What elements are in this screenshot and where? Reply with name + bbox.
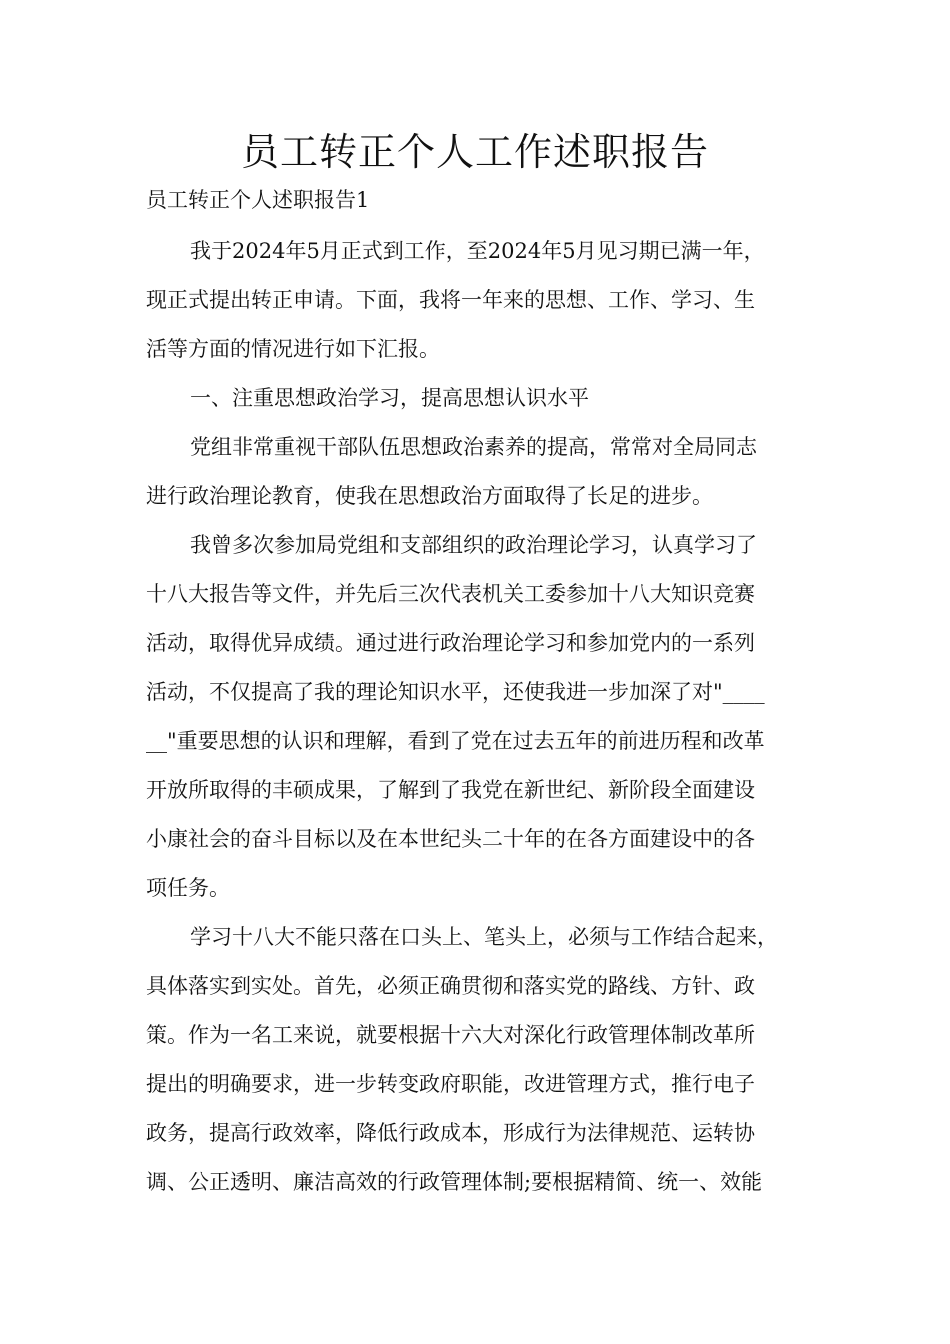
paragraph-line: 提出的明确要求，进一步转变政府职能，改进管理方式，推行电子 <box>146 1072 755 1096</box>
document-title: 员工转正个人工作述职报告 <box>240 130 709 174</box>
paragraph-line: 十八大报告等文件，并先后三次代表机关工委参加十八大知识竞赛 <box>146 582 755 606</box>
paragraph-line: __"重要思想的认识和理解，看到了党在过去五年的前进历程和改革 <box>146 729 765 753</box>
section-heading: 一、注重思想政治学习，提高思想认识水平 <box>190 386 589 410</box>
document-body <box>146 228 836 1208</box>
paragraph-line: 活等方面的情况进行如下汇报。 <box>146 337 440 361</box>
paragraph-line: 策。作为一名工来说，就要根据十六大对深化行政管理体制改革所 <box>146 1023 755 1047</box>
paragraph-line: 政务，提高行政效率，降低行政成本，形成行为法律规范、运转协 <box>146 1121 755 1145</box>
paragraph-line: 现正式提出转正申请。下面，我将一年来的思想、工作、学习、生 <box>146 288 755 312</box>
paragraph-line: 活动，不仅提高了我的理论知识水平，还使我进一步加深了对"____ <box>146 680 765 704</box>
paragraph-line: 我于2024年5月正式到工作，至2024年5月见习期已满一年， <box>190 239 765 263</box>
paragraph-line: 调、公正透明、廉洁高效的行政管理体制;要根据精简、统一、效能 <box>146 1170 763 1194</box>
paragraph-line: 党组非常重视干部队伍思想政治素养的提高，常常对全局同志 <box>190 435 757 459</box>
paragraph-line: 开放所取得的丰硕成果，了解到了我党在新世纪、新阶段全面建设 <box>146 778 755 802</box>
paragraph-line: 活动，取得优异成绩。通过进行政治理论学习和参加党内的一系列 <box>146 631 755 655</box>
document-subtitle: 员工转正个人述职报告1 <box>146 188 370 212</box>
paragraph-line: 我曾多次参加局党组和支部组织的政治理论学习，认真学习了 <box>190 533 757 557</box>
paragraph-line: 学习十八大不能只落在口头上、笔头上，必须与工作结合起来， <box>190 925 778 949</box>
paragraph-line: 具体落实到实处。首先，必须正确贯彻和落实党的路线、方针、政 <box>146 974 755 998</box>
paragraph-line: 项任务。 <box>146 876 230 900</box>
paragraph-line: 进行政治理论教育，使我在思想政治方面取得了长足的进步。 <box>146 484 713 508</box>
paragraph-line: 小康社会的奋斗目标以及在本世纪头二十年的在各方面建设中的各 <box>146 827 755 851</box>
